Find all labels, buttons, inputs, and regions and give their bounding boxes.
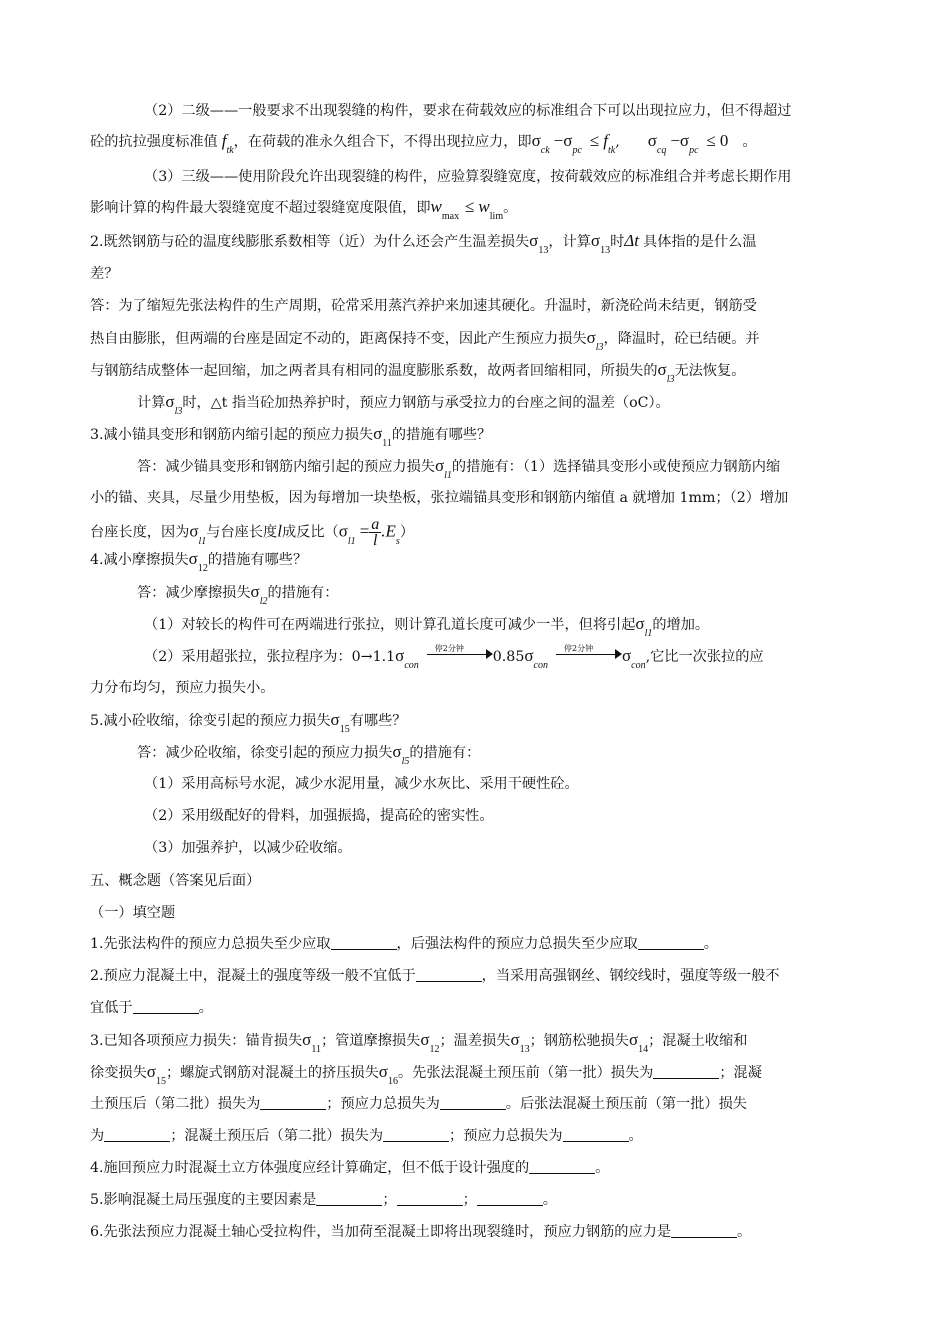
fill-question-3: 3.已知各项预应力损失：锚肯损失$\sigma_{11}$；管道摩擦损失$\sigma_{12}$；温差损失$\sigma_{13}$；钢筋松驰损失$\sigma_{14}$；混凝土收缩和 [90, 1030, 748, 1055]
para-level3-cont: 影响计算的构件最大裂缝宽度不超过裂缝宽度限值，即$w_{max}\le w_{lim}$。 [90, 197, 518, 222]
answer-4-line1: 答：减少摩擦损失$\sigma_{l2}$的措施有： [137, 582, 339, 607]
fill-question-6: 6.先张法预应力混凝土轴心受拉构件，当加荷至混凝土即将出现裂缝时，预应力钢筋的应力是 。 [90, 1224, 752, 1240]
answer-2-line1: 答：为了缩短先张法构件的生产周期，砼常采用蒸汽养护来加速其硬化。升温时，新浇砼尚未结更，钢筋受 [90, 298, 757, 314]
answer-blank[interactable] [331, 935, 397, 950]
answer-blank[interactable] [397, 1191, 463, 1206]
fill-question-3-cont3: 为 ；混凝土预压后（第二批）损失为 ；预应力总损失为 。 [90, 1128, 643, 1144]
answer-4-item1: （1）对较长的构件可在两端进行张拉，则计算孔道长度可减少一半，但将引起$\sigma_{l1}$的增加。 [144, 614, 710, 639]
question-2-cont: 差？ [90, 266, 119, 282]
section-heading: 五、概念题（答案见后面） [90, 873, 261, 889]
question-3: 3.减小锚具变形和钢筋内缩引起的预应力损失$\sigma_{11}$的措施有哪些？ [90, 424, 492, 449]
answer-blank[interactable] [653, 1064, 719, 1079]
fill-question-2-cont: 宜低于 。 [90, 1000, 213, 1016]
fill-question-3-cont2: 土预压后（第二批）损失为 ；预应力总损失为 。后张法混凝土预压前（第一批）损失 [90, 1096, 747, 1112]
answer-blank[interactable] [316, 1191, 382, 1206]
question-5: 5.减小砼收缩，徐变引起的预应力损失$\sigma_{15}$有哪些？ [90, 710, 407, 735]
fill-question-1: 1.先张法构件的预应力总损失至少应取 ，后强法构件的预应力总损失至少应取 。 [90, 936, 718, 952]
para-level3: （3）三级——使用阶段允许出现裂缝的构件，应验算裂缝宽度，按荷载效应的标准组合并考虑长期作用 [144, 169, 792, 185]
answer-blank[interactable] [133, 999, 199, 1014]
answer-5-item2: （2）采用级配好的骨料，加强振捣，提高砼的密实性。 [144, 808, 494, 824]
answer-blank[interactable] [416, 967, 482, 982]
answer-3-line3: 台座长度，因为$\sigma_{l1}$与台座长度l成反比（$\sigma_{l1}=$ $\frac{a}{l}$ $.E_s$） [90, 516, 415, 549]
answer-blank[interactable] [104, 1127, 170, 1142]
arrow-pause-1: 停2分钟 [427, 648, 493, 660]
answer-3-line2: 小的锚、夹具，尽量少用垫板，因为每增加一块垫板，张拉端锚具变形和钢筋内缩值 a 就增加 1mm；（2）增加 [90, 490, 789, 506]
fill-question-5: 5.影响混凝土局压强度的主要因素是 ； ； 。 [90, 1192, 557, 1208]
fill-question-2: 2.预应力混凝土中，混凝土的强度等级一般不宜低于 ，当采用高强钢丝、钢绞线时，强度等级一般不 [90, 968, 780, 984]
question-2: 2.既然钢筋与砼的温度线膨胀系数相等（近）为什么还会产生温差损失$\sigma_{13}$，计算$\sigma_{13}$时Δt 具体指的是什么温 [90, 231, 757, 256]
answer-blank[interactable] [477, 1191, 543, 1206]
answer-blank[interactable] [383, 1127, 449, 1142]
fill-question-4: 4.施回预应力时混凝土立方体强度应经计算确定，但不低于设计强度的 。 [90, 1160, 610, 1176]
question-4: 4.减小摩擦损失$\sigma_{12}$的措施有哪些？ [90, 549, 308, 574]
answer-3-line1: 答：减少锚具变形和钢筋内缩引起的预应力损失$\sigma_{l1}$的措施有：（1）选择锚具变形小或使预应力钢筋内缩 [137, 456, 781, 481]
answer-5-line1: 答：减少砼收缩，徐变引起的预应力损失$\sigma_{l5}$的措施有： [137, 742, 481, 767]
para-level2-cont: 砼的抗拉强度标准值 $f_{tk}$，在荷载的准永久组合下，不得出现拉应力，即$\sigma_{ck}-\sigma_{pc}\le f_{tk}$, $\sigma_{cq}-\sigma_{pc}\le 0$ 。 [90, 131, 757, 156]
answer-2-line2: 热自由膨胀，但两端的台座是固定不动的，距离保持不变，因此产生预应力损失$\sigma_{l3}$，降温时，砼已结硬。并 [90, 328, 760, 353]
arrow-pause-2: 停2分钟 [556, 648, 622, 660]
answer-blank[interactable] [260, 1095, 326, 1110]
answer-blank[interactable] [440, 1095, 506, 1110]
answer-2-line3: 与钢筋结成整体一起回缩，加之两者具有相同的温度膨胀系数，故两者回缩相同，所损失的$\sigma_{l3}$无法恢复。 [90, 360, 746, 385]
answer-5-item3: （3）加强养护，以减少砼收缩。 [144, 840, 352, 856]
fraction-a-over-l: $\frac{a}{l}$ [371, 516, 380, 549]
answer-5-item1: （1）采用高标号水泥，减少水泥用量，减少水灰比、采用干硬性砼。 [144, 776, 579, 792]
subsection-heading: （一）填空题 [90, 905, 176, 921]
answer-4-item2: （2）采用超张拉，张拉程序为：$0\to 1.1\sigma_{con}$ 停2分钟 $0.85\sigma_{con}$ 停2分钟 $\sigma_{con}$,它比一次张拉的应 [144, 644, 764, 671]
answer-blank[interactable] [638, 935, 704, 950]
answer-blank[interactable] [671, 1223, 737, 1238]
answer-4-item2-cont: 力分布均匀，预应力损失小。 [90, 680, 275, 696]
answer-2-line4: 计算$\sigma_{l3}$时，△t 指当砼加热养护时，预应力钢筋与承受拉力的台座之间的温差（oC）。 [137, 392, 670, 417]
fill-question-3-cont1: 徐变损失$\sigma_{15}$；螺旋式钢筋对混凝土的挤压损失$\sigma_{16}$。先张法混凝土预压前（第一批）损失为 ；混凝 [90, 1062, 762, 1087]
answer-blank[interactable] [563, 1127, 629, 1142]
answer-blank[interactable] [529, 1159, 595, 1174]
para-level2: （2）二级——一般要求不出现裂缝的构件，要求在荷载效应的标准组合下可以出现拉应力，但不得超过 [144, 103, 792, 119]
